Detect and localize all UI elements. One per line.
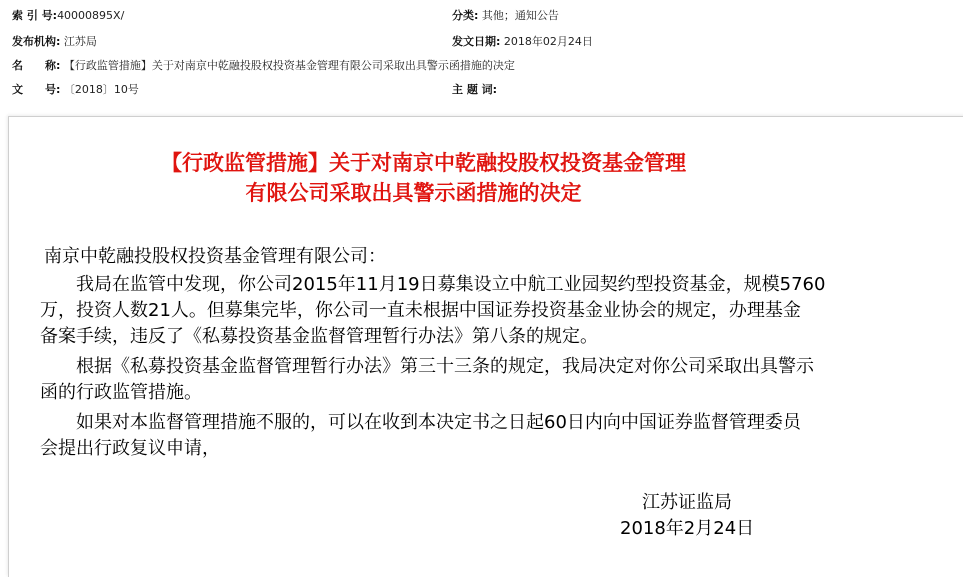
- document-title-line-1: 【行政监管措施】关于对南京中乾融投股权投资基金管理: [161, 151, 686, 175]
- category-row: [452, 6, 559, 26]
- doc-number-label: 文 号:: [12, 83, 61, 96]
- body-line-6: 如果对本监督管理措施不服的，可以在收到本决定书之日起60日内向中国证券监督管理委员: [40, 412, 801, 433]
- body-line-1: 我局在监管中发现，你公司2015年11月19日募集设立中航工业园契约型投资基金，规模5760: [40, 274, 826, 295]
- index-number-label: 索 引 号:: [12, 9, 58, 22]
- signature-organization: 江苏证监局: [642, 492, 732, 513]
- publisher-label: 发布机构:: [12, 35, 61, 48]
- signature-date: 2018年2月24日: [620, 518, 755, 539]
- keywords-label: 主 题 词:: [452, 83, 498, 96]
- body-line-7: 会提出行政复议申请，: [40, 438, 220, 459]
- publisher-row: [12, 32, 97, 52]
- body-line-3: 备案手续，违反了《私募投资基金监督管理暂行办法》第八条的规定。: [40, 326, 598, 347]
- index-number-row: [12, 6, 124, 26]
- publisher-value: 江苏局: [63, 35, 97, 48]
- doc-number-row: [12, 80, 139, 100]
- body-line-5: 函的行政监管措施。: [40, 382, 202, 403]
- document-metadata: [0, 0, 963, 110]
- salutation: 南京中乾融投股权投资基金管理有限公司：: [44, 246, 386, 267]
- issue-date-row: [452, 32, 593, 52]
- index-number-value: 40000895X/: [57, 9, 125, 22]
- issue-date-label: 发文日期:: [452, 35, 501, 48]
- body-line-2: 万，投资人数21人。但募集完毕，你公司一直未根据中国证券投资基金业协会的规定，办理基金: [40, 300, 801, 321]
- doc-name-row: [12, 56, 515, 76]
- keywords-row: [452, 80, 497, 100]
- doc-name-label: 名 称:: [12, 59, 61, 72]
- issue-date-value: 2018年02月24日: [503, 35, 593, 48]
- doc-name-value: 【行政监管措施】关于对南京中乾融投股权投资基金管理有限公司采取出具警示函措施的决定: [63, 59, 515, 72]
- category-label: 分类:: [452, 9, 479, 22]
- document-title-line-2: 有限公司采取出具警示函措施的决定: [245, 181, 582, 205]
- doc-number-value: 〔2018〕10号: [63, 83, 139, 96]
- body-line-4: 根据《私募投资基金监督管理暂行办法》第三十三条的规定，我局决定对你公司采取出具警示: [40, 356, 814, 377]
- category-value: 其他；通知公告: [481, 9, 559, 22]
